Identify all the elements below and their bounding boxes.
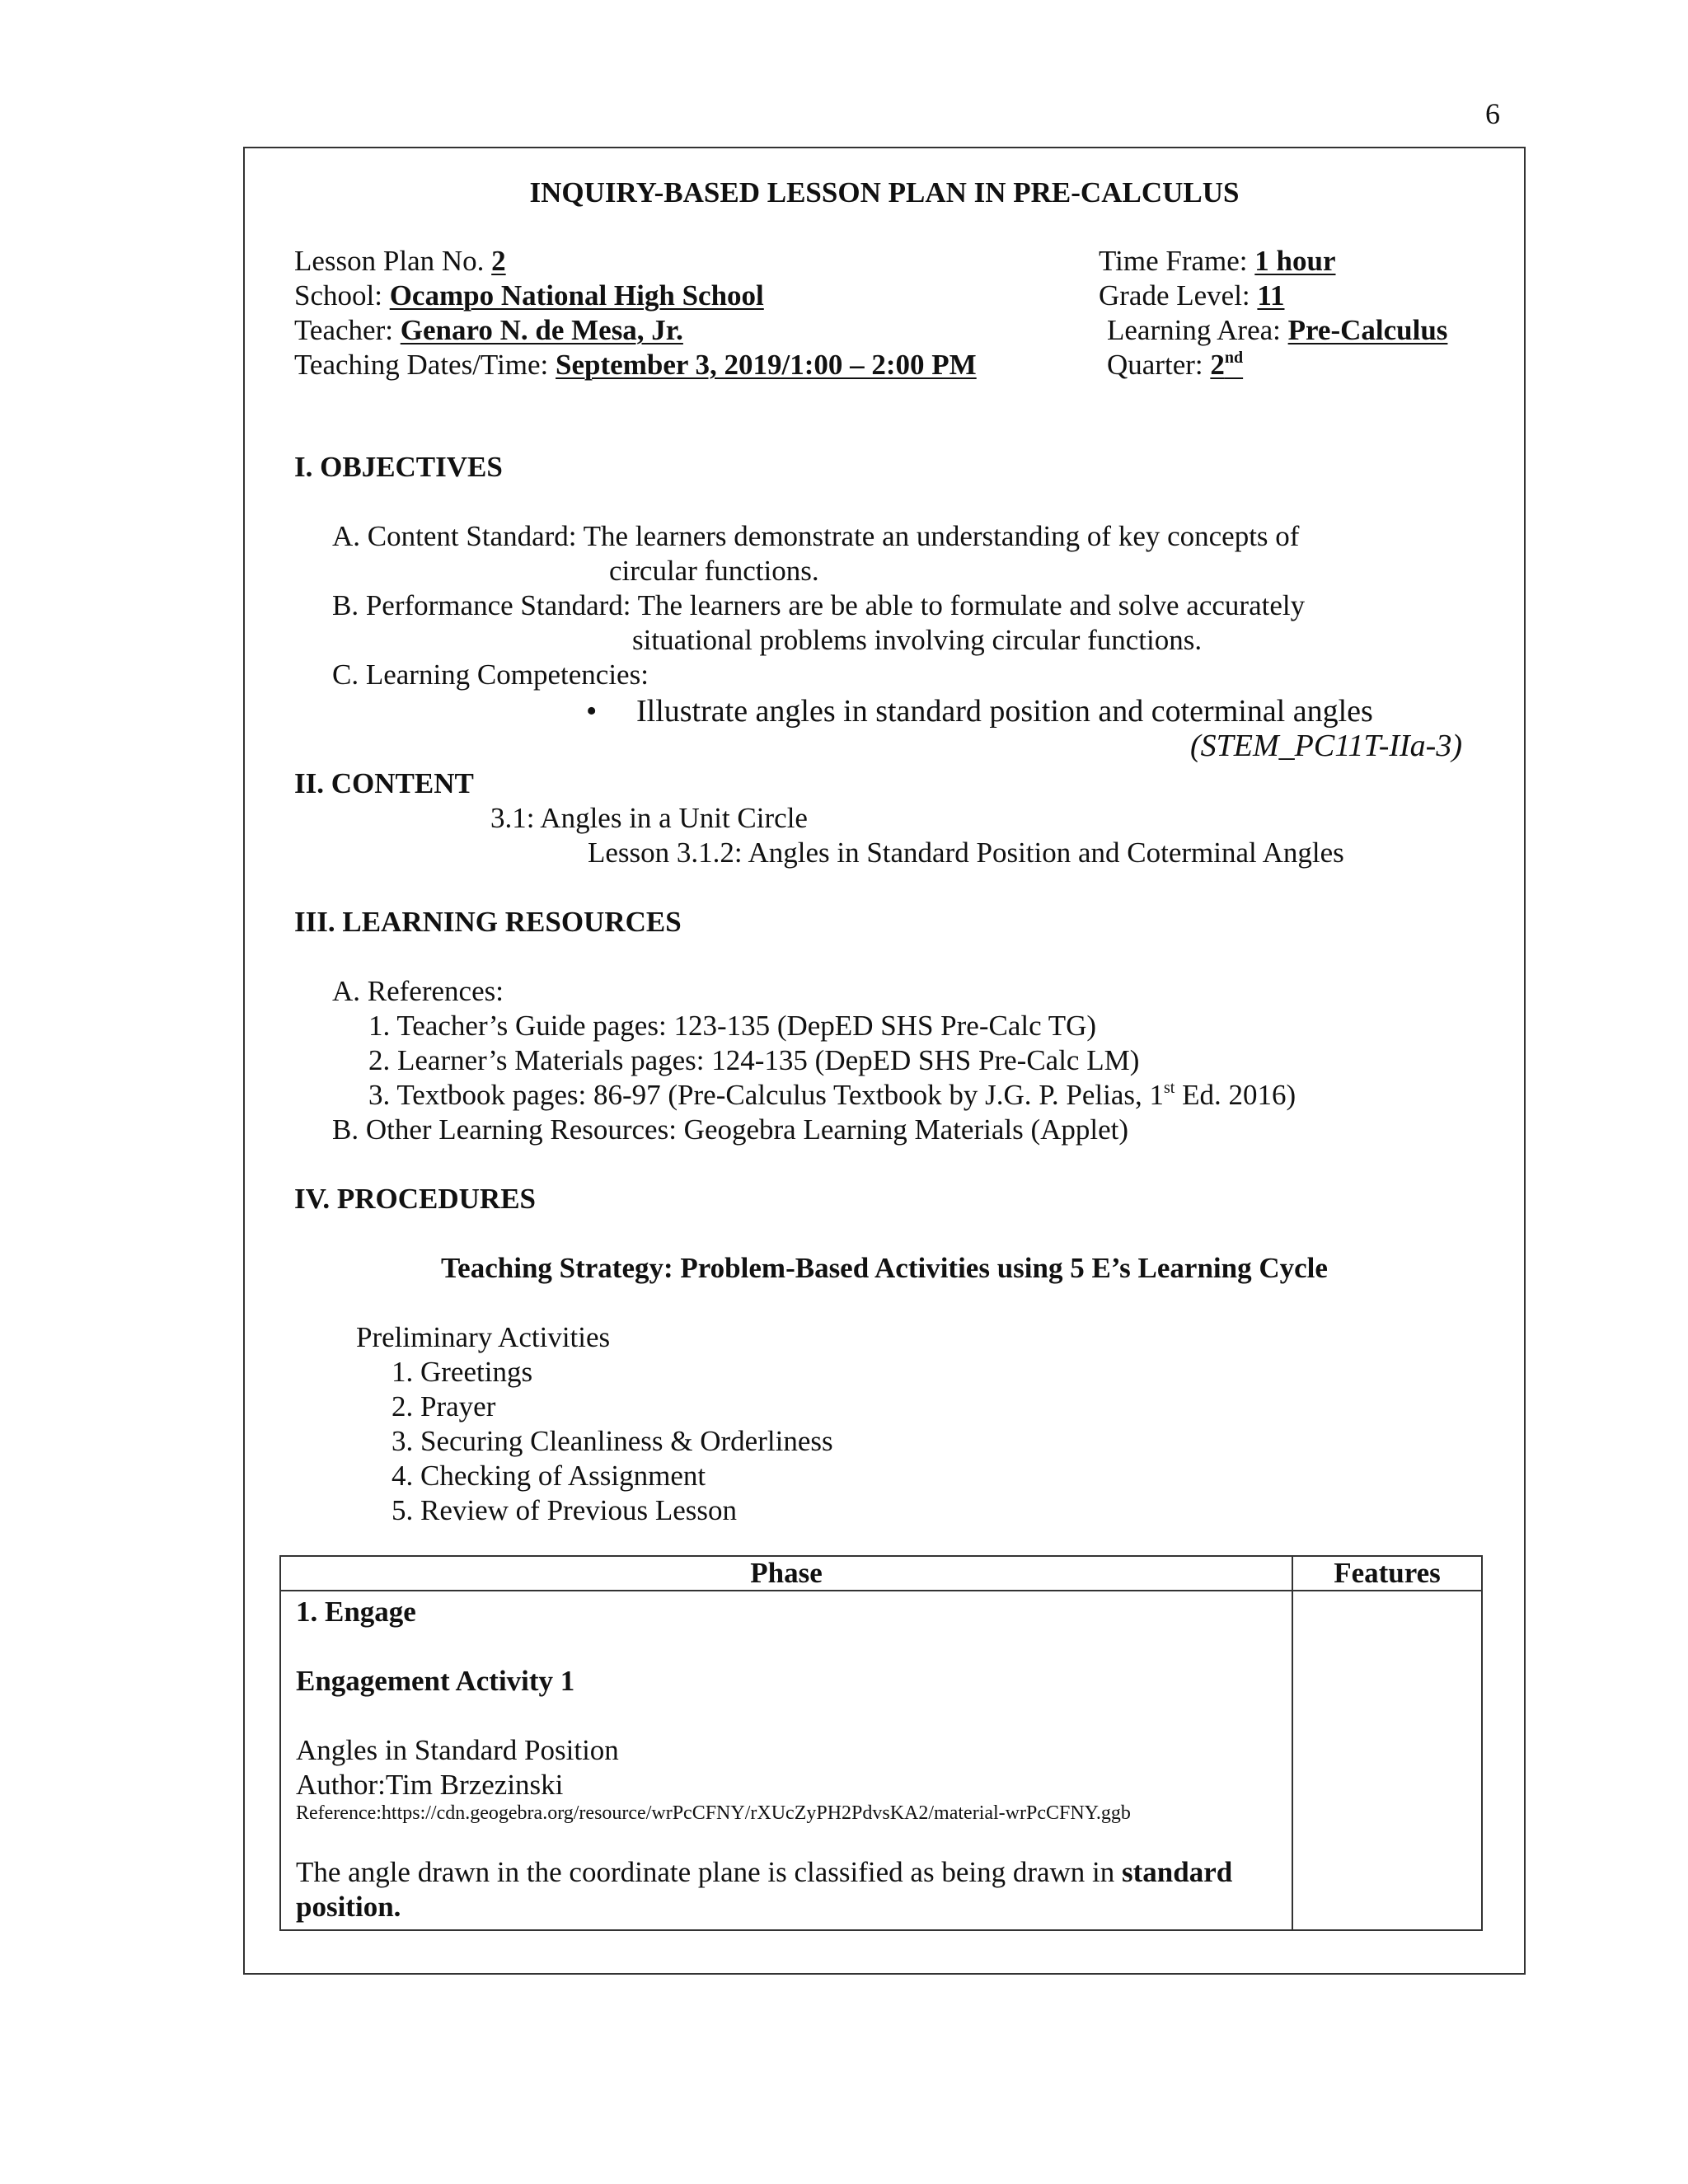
phase-table <box>279 1555 1483 1931</box>
table-row <box>280 1591 1482 1930</box>
school-label: School: <box>294 279 390 312</box>
activity-reference: Reference:https://cdn.geogebra.org/resource/wrPcCFNY/rXUcZyPH2PdvsKA2/material-wrPcCFNY.ggb <box>296 1802 1131 1824</box>
preliminary-item: 2. Prayer <box>392 1390 496 1422</box>
ordinal-suffix: st <box>1163 1079 1175 1097</box>
features-cell <box>1292 1591 1482 1930</box>
learning-area-line <box>1107 316 1447 344</box>
competencies-label: C. Learning Competencies: <box>332 658 649 691</box>
page-number: 6 <box>1485 97 1500 130</box>
quarter-suffix: nd <box>1224 349 1244 367</box>
dates-value: September 3, 2019/1:00 – 2:00 PM <box>556 349 977 381</box>
engage-heading: 1. Engage <box>296 1596 416 1628</box>
reference-text-end: Ed. 2016) <box>1175 1079 1296 1111</box>
school-value: Ocampo National High School <box>389 279 764 312</box>
content-heading: II. CONTENT <box>294 767 474 799</box>
quarter-line <box>1107 350 1243 379</box>
resources-heading: III. LEARNING RESOURCES <box>294 906 682 938</box>
content-standard-cont: circular functions. <box>609 555 819 587</box>
activity-heading: Engagement Activity 1 <box>296 1665 575 1697</box>
teacher-label: Teacher: <box>294 314 401 346</box>
content-lesson: Lesson 3.1.2: Angles in Standard Position and Coterminal Angles <box>588 837 1344 869</box>
reference-text: 3. Textbook pages: 86-97 (Pre-Calculus Textbook by J.G. P. Pelias, 1 <box>368 1079 1164 1111</box>
table-header-row <box>280 1556 1482 1591</box>
competency-text: Illustrate angles in standard position and coterminal angles <box>636 694 1373 729</box>
features-column-header: Features <box>1292 1556 1482 1591</box>
bullet-icon: • <box>586 694 598 729</box>
teaching-strategy: Teaching Strategy: Problem-Based Activities using 5 E’s Learning Cycle <box>441 1252 1328 1284</box>
competency-code: (STEM_PC11T-IIa-3) <box>1190 729 1462 763</box>
time-frame-value: 1 hour <box>1254 245 1336 277</box>
lesson-plan-frame <box>243 147 1526 1975</box>
lesson-plan-number <box>294 246 506 275</box>
preliminary-label: Preliminary Activities <box>356 1321 611 1353</box>
grade-level-line <box>1099 281 1284 310</box>
activity-author: Author:Tim Brzezinski <box>296 1769 564 1801</box>
preliminary-item: 4. Checking of Assignment <box>392 1460 706 1492</box>
quarter-number: 2 <box>1210 349 1225 381</box>
preliminary-item: 5. Review of Previous Lesson <box>392 1494 737 1526</box>
references-label: A. References: <box>332 975 504 1007</box>
time-frame-line <box>1099 246 1336 275</box>
description-text: The angle drawn in the coordinate plane is classified as being drawn in <box>296 1856 1123 1888</box>
phase-column-header: Phase <box>280 1556 1292 1591</box>
learning-area-label: Learning Area: <box>1107 314 1288 346</box>
lesson-plan-label: Lesson Plan No. <box>294 245 492 277</box>
dates-line <box>294 350 977 379</box>
performance-standard: B. Performance Standard: The learners are be able to formulate and solve accurately <box>332 589 1306 621</box>
learning-area-value: Pre-Calculus <box>1287 314 1448 346</box>
procedures-heading: IV. PROCEDURES <box>294 1183 537 1215</box>
reference-item <box>368 1080 1296 1109</box>
preliminary-item: 3. Securing Cleanliness & Orderliness <box>392 1425 833 1457</box>
dates-label: Teaching Dates/Time: <box>294 349 556 381</box>
reference-item: 2. Learner’s Materials pages: 124-135 (DepED SHS Pre-Calc LM) <box>368 1044 1140 1076</box>
school-line <box>294 281 764 310</box>
description-emphasis: standard <box>1122 1856 1233 1888</box>
reference-item: 1. Teacher’s Guide pages: 123-135 (DepED SHS Pre-Calc TG) <box>368 1010 1097 1042</box>
activity-description <box>296 1858 1232 1886</box>
performance-standard-cont: situational problems involving circular functions. <box>632 624 1203 656</box>
other-resources: B. Other Learning Resources: Geogebra Learning Materials (Applet) <box>332 1113 1129 1146</box>
grade-level-value: 11 <box>1257 279 1285 312</box>
content-standard: A. Content Standard: The learners demonstrate an understanding of key concepts of <box>332 520 1300 552</box>
preliminary-item: 1. Greetings <box>392 1356 533 1388</box>
time-frame-label: Time Frame: <box>1099 245 1255 277</box>
teacher-line <box>294 316 683 344</box>
phase-cell <box>280 1591 1292 1930</box>
content-topic: 3.1: Angles in a Unit Circle <box>490 802 808 834</box>
activity-title: Angles in Standard Position <box>296 1734 619 1766</box>
description-emphasis-cont: position. <box>296 1891 401 1923</box>
lesson-plan-value: 2 <box>491 245 506 277</box>
teacher-value: Genaro N. de Mesa, Jr. <box>400 314 683 346</box>
grade-level-label: Grade Level: <box>1099 279 1258 312</box>
objectives-heading: I. OBJECTIVES <box>294 451 503 483</box>
quarter-value <box>1210 349 1243 381</box>
document-title: INQUIRY-BASED LESSON PLAN IN PRE-CALCULUS <box>529 176 1240 209</box>
quarter-label: Quarter: <box>1107 349 1211 381</box>
